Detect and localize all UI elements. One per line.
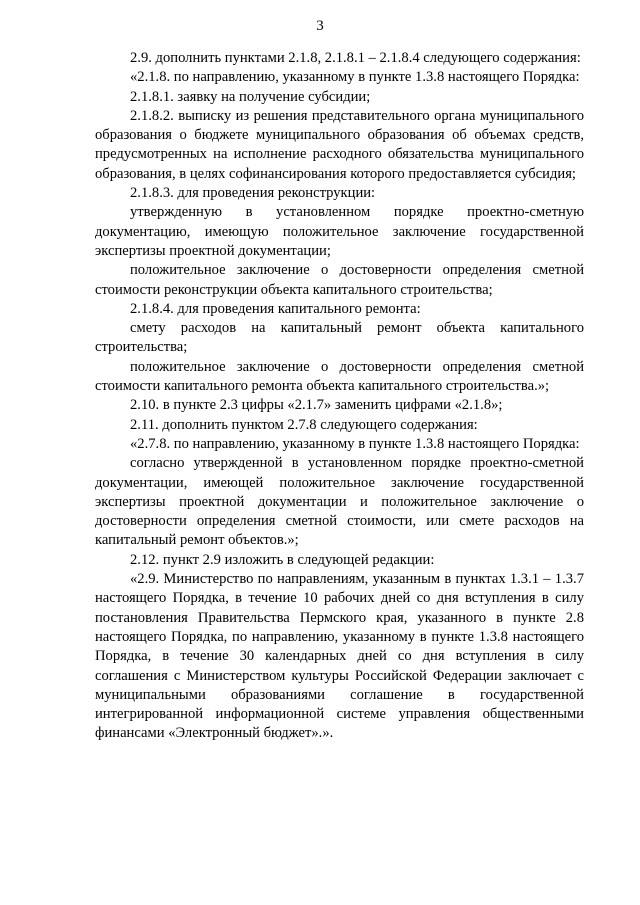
paragraph: согласно утвержденной в установленном порядке проектно-сметной документации, имеющей положительное заключение государственной экспертизы проектной документации и положительное заключение о достоверности определения сметной стоимости, или смете расходов на капитальный ремонт объектов.»; xyxy=(95,455,584,549)
page-number: 3 xyxy=(316,18,324,34)
paragraph: 2.1.8.3. для проведения реконструкции: xyxy=(130,185,376,202)
paragraph: «2.1.8. по направлению, указанному в пункте 1.3.8 настоящего Порядка: xyxy=(130,69,580,86)
paragraph: 2.12. пункт 2.9 изложить в следующей редакции: xyxy=(130,551,435,568)
paragraph: 2.1.8.1. заявку на получение субсидии; xyxy=(130,88,371,105)
paragraph: «2.7.8. по направлению, указанному в пункте 1.3.8 настоящего Порядка: xyxy=(130,435,580,452)
paragraph: 2.10. в пункте 2.3 цифры «2.1.7» заменить цифрами «2.1.8»; xyxy=(130,397,503,414)
paragraph: 2.1.8.2. выписку из решения представительного органа муниципального образования о бюджете муниципального образования об объемах средств, предусмотренных на исполнение расходного обязательства муниципального образования, в целях софинансирования которого предоставляется субсидия; xyxy=(95,107,584,182)
paragraph: 2.1.8.4. для проведения капитального ремонта: xyxy=(130,300,421,317)
paragraph: положительное заключение о достоверности определения сметной стоимости реконструкции объекта капитального строительства; xyxy=(95,262,584,298)
paragraph: 2.11. дополнить пунктом 2.7.8 следующего содержания: xyxy=(130,416,478,433)
paragraph: положительное заключение о достоверности определения сметной стоимости капитального ремонта объекта капитального строительства.»; xyxy=(95,358,584,395)
paragraph: 2.9. дополнить пунктами 2.1.8, 2.1.8.1 – 2.1.8.4 следующего содержания: xyxy=(130,50,581,66)
paragraph: «2.9. Министерство по направлениям, указанным в пунктах 1.3.1 – 1.3.7 настоящего Порядка, в течение 10 рабочих дней со дня вступления в силу постановления Правительства Пермского края, указанного в пункте 2.8 настоящего Порядка, по направлению, указанному в пункте 1.3.8 настоящего Порядка, в течение 30 календарных дней со дня вступления в силу соглашения с Министерством культуры Российской Федерации заключает с муниципальными образованиями соглашение в государственной интегрированной информационной системе управления общественными финансами «Электронный бюджет».». xyxy=(95,571,584,742)
paragraph: смету расходов на капитальный ремонт объекта капитального строительства; xyxy=(95,320,584,356)
paragraph: утвержденную в установленном порядке проектно-сметную документацию, имеющую положительное заключение государственной экспертизы проектной документации; xyxy=(95,204,584,259)
document-body xyxy=(95,49,584,744)
